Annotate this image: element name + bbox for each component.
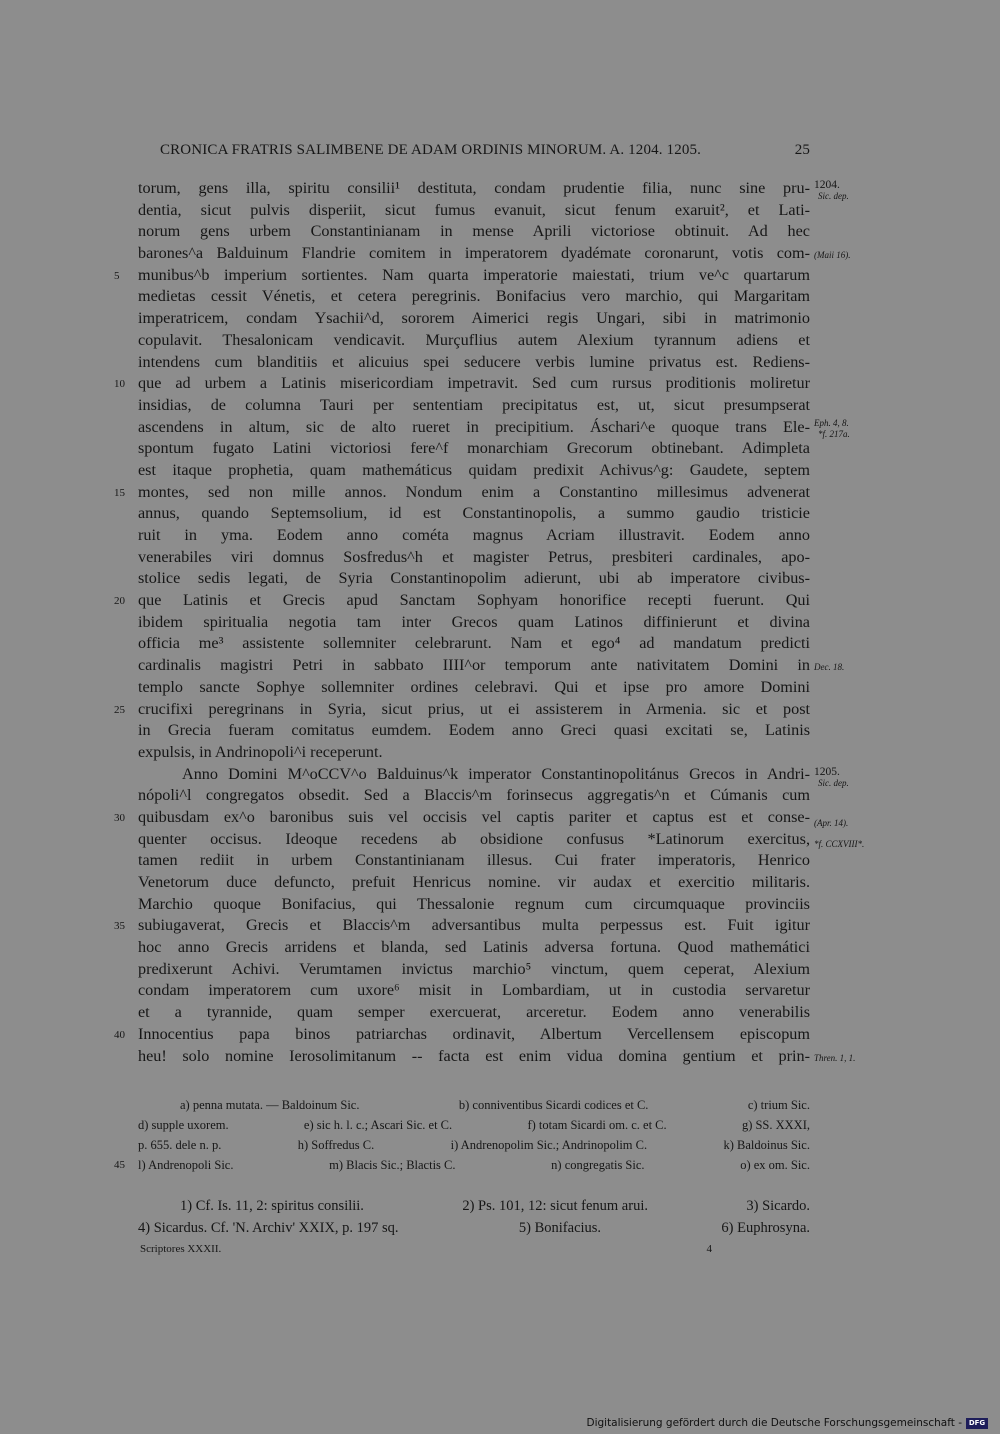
dfg-logo-icon: DFG — [966, 1418, 988, 1429]
signature-number: 4 — [706, 1243, 712, 1255]
text-line: ruit in yma. Eodem anno cométa magnus Acriam illustravit. Eodem anno — [138, 526, 810, 544]
apparatus-line: p. 655. dele n. p. h) Soffredus C. i) Andrenopolim Sic.; Andrinopolim C. k) Baldoinus Sic. — [138, 1138, 810, 1152]
text-line: copulavit. Thesalonicam vendicavit. Murçuflius autem Alexium tyrannum adiens et — [138, 330, 810, 349]
line-number: 10 — [114, 378, 125, 391]
text-line: predixerunt Achivi. Verumtamen invictus marchio⁵ vinctum, quem ceperat, Alexium — [138, 959, 810, 978]
apparatus-line: 45 l) Andrenopoli Sic. m) Blacis Sic.; Blactis C. n) congregatis Sic. o) ex om. Sic. — [138, 1155, 810, 1175]
margin-note: Dec. 18. — [814, 662, 845, 672]
text-line: expulsis, in Andrinopoli^i receperunt. — [138, 742, 383, 761]
footnote-line: 1) Cf. Is. 11, 2: spiritus consilii. 2) Ps. 101, 12: sicut fenum arui. 3) Sicardo. — [180, 1198, 810, 1214]
text-line: norum gens urbem Constantinianam in mense Aprili victoriose obtinuit. Ad hec — [138, 222, 810, 241]
text-line: Venetorum duce defuncto, prefuit Henricus nomine. vir audax et exercitio militaris. — [138, 873, 810, 891]
footer-text: Digitalisierung gefördert durch die Deutsche Forschungsgemeinschaft - — [586, 1417, 962, 1429]
text-line: ibidem spiritualia negotia tam inter Grecos quam Latinos diffinierunt et divina — [138, 612, 810, 631]
line-number: 25 — [114, 703, 125, 716]
text-line: 25 crucifixi peregrinans in Syria, sicut prius, ut ei assisterem in Armenia. sic et post — [138, 699, 810, 721]
text-line: 35 subiugaverat, Grecis et Blaccis^m adversantibus multa perpessus est. Fuit igitur — [138, 915, 810, 937]
digitization-footer — [586, 1417, 988, 1429]
text-line: 5 munibus^b imperium sortientes. Nam quarta imperatorie maiestati, trium ve^c quartarum — [138, 265, 810, 287]
apparatus-line: d) supple uxorem. e) sic h. l. c.; Ascari Sic. et C. f) totam Sicardi om. c. et C. g) SS. XXXI, — [138, 1118, 810, 1132]
line-number: 45 — [114, 1159, 125, 1171]
text-line: imperatricem, condam Ysachii^d, sororem Aimerici regis Ungari, sibi in matrimonio — [138, 309, 810, 328]
running-header — [160, 142, 810, 159]
line-number: 15 — [114, 486, 125, 499]
margin-note: 1205. Sic. dep. — [814, 766, 849, 788]
text-line: cardinalis magistri Petri in sabbato IIII^or temporum ante nativitatem Domini in — [138, 656, 810, 675]
signature-line — [140, 1243, 712, 1255]
text-line: heu! solo nomine Ierosolimitanum -- facta est enim vidua domina gentium et prin- — [138, 1046, 810, 1065]
text-line: hoc anno Grecis arridens et blanda, sed Latinis adversa fortuna. Quod mathemátici — [138, 938, 810, 957]
text-line: 40 Innocentius papa binos patriarchas ordinavit, Albertum Vercellensem episcopum — [138, 1024, 810, 1046]
text-line: 30 quibusdam ex^o baronibus suis vel occisis vel captis pariter et captus est et conse- — [138, 807, 810, 829]
text-line: quenter occisus. Ideoque recedens ab obsidione confusus *Latinorum exercitus, — [138, 829, 810, 848]
text-line: dentia, sicut pulvis disperiit, sicut fumus evanuit, sicut fenum exaruit², et Lati- — [138, 200, 810, 219]
text-line: condam imperatorem cum uxore⁶ misit in Lombardiam, ut in custodia servaretur — [138, 981, 810, 1000]
margin-note: 1204. Sic. dep. — [814, 179, 849, 201]
line-number: 40 — [114, 1028, 125, 1041]
header-title: CRONICA FRATRIS SALIMBENE DE ADAM ORDINIS MINORUM. A. 1204. 1205. — [160, 142, 702, 158]
text-line: intendens cum blanditiis et alicuius spei seducere verbis lumine privatus est. Rediens- — [138, 352, 810, 371]
text-line: Marchio quoque Bonifacius, qui Thessalonie regnum cum circumquaque provinciis — [138, 894, 810, 913]
text-line: barones^a Balduinum Flandrie comitem in imperatorem dyadémate coronarunt, votis com- — [138, 244, 810, 263]
main-text — [114, 178, 810, 1067]
text-line: venerabiles viri domnus Sosfredus^h et magister Petrus, presbiteri cardinales, apo- — [138, 547, 810, 566]
text-line: nópoli^l congregatos obsedit. Sed a Blaccis^m forinsecus aggregatis^n et Cúmanis cum — [138, 786, 810, 805]
text-line: Anno Domini M^oCCV^o Balduinus^k imperator Constantinopolitánus Grecos in Andri- — [182, 764, 810, 783]
text-line: tamen rediit in urbem Constantinianam illesus. Cui frater imperatoris, Henrico — [138, 851, 810, 870]
text-line: 15 montes, sed non mille annos. Nondum enim a Constantino millesimus advenerat — [138, 482, 810, 504]
text-line: et a tyrannide, quam semper exercuerat, arceretur. Eodem anno venerabilis — [138, 1003, 810, 1022]
text-line: officia me³ assistente sollemniter celebrarunt. Nam et ego⁴ ad mandatum predicti — [138, 634, 810, 653]
line-number: 5 — [114, 269, 120, 282]
margin-note: *f. CCXVIII*. — [814, 839, 865, 849]
critical-apparatus — [114, 1095, 810, 1175]
text-line: 10 que ad urbem a Latinis misericordiam impetravit. Sed cum rursus proditionis moliretur — [138, 373, 810, 395]
text-line: ascendens in altum, sic de alto rueret in precipitium. Áschari^e quoque trans Ele- — [138, 417, 810, 436]
text-line: annus, quando Septemsolium, id est Constantinopolis, a summo gaudio tristicie — [138, 504, 810, 523]
margin-note: Eph. 4, 8. *f. 217a. — [814, 418, 850, 439]
margin-note: Thren. 1, 1. — [814, 1053, 856, 1063]
line-number: 20 — [114, 595, 125, 608]
footnotes — [138, 1195, 810, 1239]
text-line: torum, gens illa, spiritu consilii¹ destituta, condam prudentie filia, nunc sine pru- — [138, 179, 810, 197]
text-line: templo sancte Sophye sollemniter ordines celebravi. Qui et ipse pro amore Domini — [138, 677, 810, 696]
text-line: stolice sedis legati, de Syria Constantinopolim adierunt, ubi ab imperatore civibus- — [138, 569, 810, 588]
footnote-line: 4) Sicardus. Cf. 'N. Archiv' XXIX, p. 197 sq. 5) Bonifacius. 6) Euphrosyna. — [138, 1220, 810, 1236]
signature-series: Scriptores XXXII. — [140, 1243, 222, 1255]
line-number: 30 — [114, 811, 125, 824]
line-number: 35 — [114, 920, 125, 933]
page-number: 25 — [794, 142, 810, 158]
text-line: medietas cessit Vénetis, et cetera peregrinis. Bonifacius vero marchio, qui Margaritam — [138, 287, 810, 306]
text-line: est itaque prophetia, quam mathemáticus quidam predixit Achivus^g: Gaudete, septem — [138, 460, 810, 479]
text-line: insidias, de columna Tauri per sententiam precipitatus est, ut, sicut presumpserat — [138, 395, 810, 414]
apparatus-line: a) penna mutata. — Baldoinum Sic. b) conniventibus Sicardi codices et C. c) trium Sic. — [180, 1098, 810, 1112]
text-line: spontum fugato Latini victoriosi fere^f monarchiam Grecorum obtinebant. Adimpleta — [138, 439, 810, 458]
text-line: 20 que Latinis et Grecis apud Sanctam Sophyam honorifice recepti fuerunt. Qui — [138, 590, 810, 612]
margin-note: (Apr. 14). — [814, 818, 849, 828]
text-line: in Grecia fueram comitatus eumdem. Eodem anno Greci quasi excitati se, Latinis — [138, 721, 810, 740]
margin-note: (Maii 16). — [814, 250, 851, 260]
